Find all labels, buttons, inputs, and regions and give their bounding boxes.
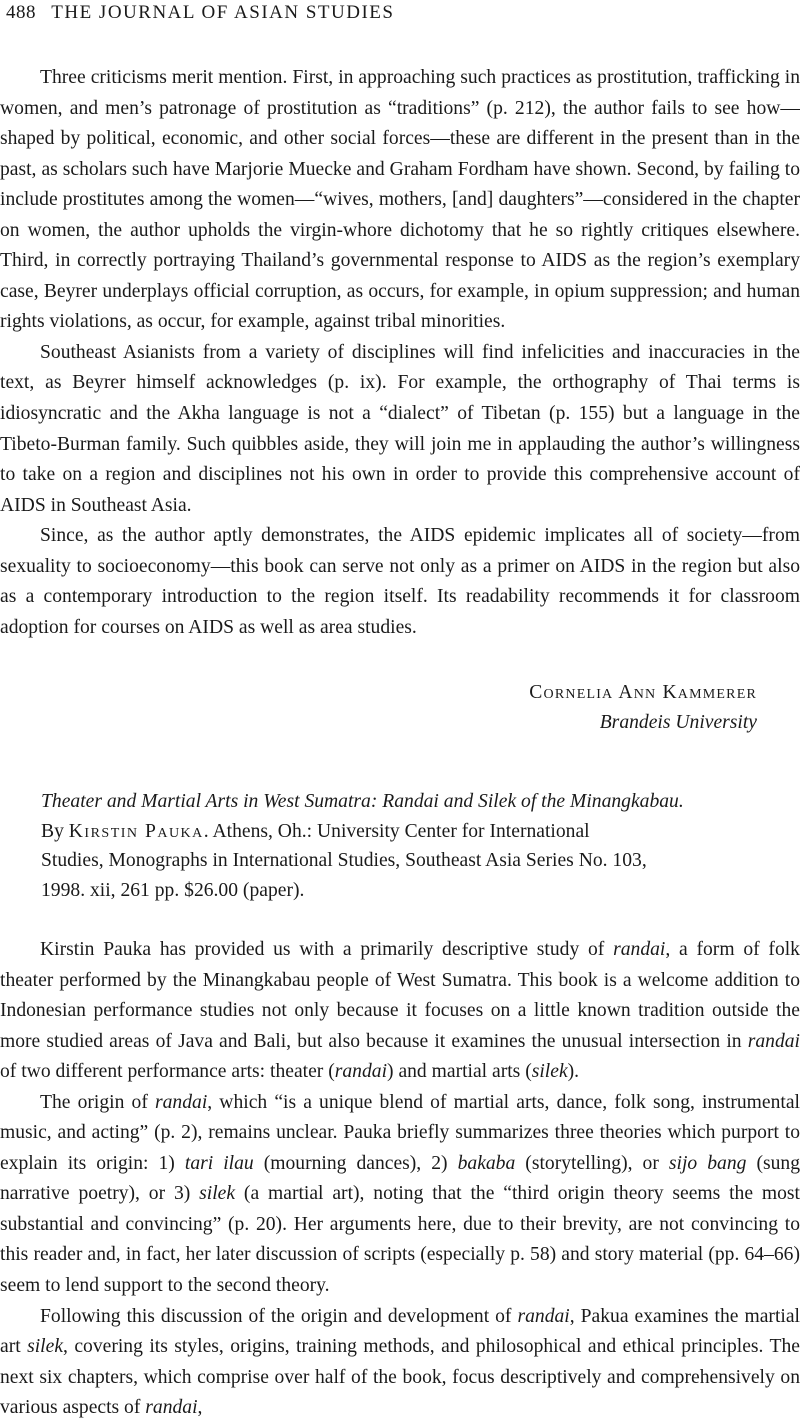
italic-term: randai bbox=[155, 1091, 208, 1113]
review-2-paragraph-1: Kirstin Pauka has provided us with a primarily descriptive study of randai, a form of folk theater performed by the Minangkabau people of West Sumatra. This book is a welcome addition to Indonesian performance studies not only because it focuses on a little known tradition outside the more studied areas of Java and Bali, but also because it examines the unusual intersection in randai of two different performance arts: theater (randai) and martial arts (silek). bbox=[0, 939, 800, 1083]
italic-term: randai bbox=[747, 1030, 800, 1052]
book-publisher-line-1: Athens, Oh.: University Center for International bbox=[212, 820, 590, 842]
review-2-paragraph-2: The origin of randai, which “is a unique blend of martial arts, dance, folk song, instrumental music, and acting” (p. 2), remains unclear. Pauka briefly summarizes three theories which purport to explain its origin: 1) tari ilau (mourning dances), 2) bakaba (storytelling), or sijo bang (sung narrative poetry), or 3) silek (a martial art), noting that the “third origin theory seems the most substantial and convincing” (p. 20). Her arguments here, due to their brevity, are not convincing to this reader and, in fact, her later discussion of scripts (especially p. 58) and story material (pp. 64–66) seem to lend support to the second theory. bbox=[0, 1091, 800, 1297]
review-2-paragraph-3: Following this discussion of the origin and development of randai, Pakua examines the martial art silek, covering its styles, origins, training methods, and philosophical and ethical principles. The next six chapters, which comprise over half of the book, focus descriptively and comprehensively on various aspects of randai, bbox=[0, 1305, 800, 1419]
review-2-body bbox=[0, 935, 800, 1424]
running-head bbox=[6, 2, 394, 24]
page-number: 488 bbox=[6, 2, 36, 23]
review-1-paragraph-1: Three criticisms merit mention. First, in approaching such practices as prostitution, trafficking in women, and men’s patronage of prostitution as “traditions” (p. 212), the author fails to see how—shaped by political, economic, and other social forces—these are different in the present than in the past, as scholars such have Marjorie Muecke and Graham Fordham have shown. Second, by failing to include prostitutes among the women—“wives, mothers, [and] daughters”—considered in the chapter on women, the author upholds the virgin-whore dichotomy that he so rightly critiques elsewhere. Third, in correctly portraying Thailand’s governmental response to AIDS as the region’s exemplary case, Beyrer underplays official corruption, as occurs, for example, in opium suppression; and human rights violations, as occur, for example, against tribal minorities. bbox=[0, 67, 800, 333]
book-author: Kirstin Pauka bbox=[68, 820, 204, 842]
italic-term: randai bbox=[334, 1061, 388, 1083]
reviewer-signature bbox=[397, 678, 757, 738]
italic-term: silek bbox=[531, 1061, 568, 1083]
journal-title: THE JOURNAL OF ASIAN STUDIES bbox=[51, 2, 395, 23]
italic-term: silek bbox=[27, 1336, 64, 1358]
book-title: Theater and Martial Arts in West Sumatra: Randai and Silek of the Minangkabau. bbox=[41, 791, 684, 812]
review-1-body bbox=[0, 63, 800, 643]
italic-term: randai bbox=[613, 939, 666, 960]
italic-term: sijo bang bbox=[668, 1152, 747, 1174]
italic-term: tari ilau bbox=[184, 1152, 254, 1174]
book-by: By bbox=[41, 820, 64, 842]
book-publisher-line-2: Studies, Monographs in International Studies, Southeast Asia Series No. 103, bbox=[41, 850, 647, 871]
book-publisher-line-3: 1998. xii, 261 pp. $26.00 (paper). bbox=[41, 879, 305, 901]
italic-term: silek bbox=[199, 1183, 236, 1205]
italic-term: randai bbox=[517, 1305, 570, 1327]
italic-term: randai bbox=[145, 1397, 198, 1419]
reviewer-name: Cornelia Ann Kammerer bbox=[529, 682, 757, 703]
review-1-paragraph-2: Southeast Asianists from a variety of disciplines will find infelicities and inaccuracies in the text, as Beyrer himself acknowledges (p. ix). For example, the orthography of Thai terms is idiosyncratic and the Akha language is not a “dialect” of Tibetan (p. 155) but a language in the Tibeto-Burman family. Such quibbles aside, they will join me in applauding the author’s willingness to take on a region and disciplines not his own in order to provide this comprehensive account of AIDS in Southeast Asia. bbox=[0, 341, 800, 516]
italic-term: bakaba bbox=[457, 1152, 516, 1174]
book-citation: Theater and Martial Arts in West Sumatra: Randai and Silek of the Minangkabau. By Kirstin Pauka. Athens, Oh.: University Center for International Studies, Monographs in International Studies, Southeast Asia Series No. 103, 1998. xii, 261 pp. $26.00 (paper). bbox=[41, 791, 684, 901]
reviewer-institution: Brandeis University bbox=[599, 712, 757, 733]
review-1-paragraph-3: Since, as the author aptly demonstrates, the AIDS epidemic implicates all of society—from sexuality to socioeconomy—this book can serve not only as a primer on AIDS in the region but also as a contemporary introduction to the region itself. Its readability recommends it for classroom adoption for courses on AIDS as well as area studies. bbox=[0, 525, 800, 638]
